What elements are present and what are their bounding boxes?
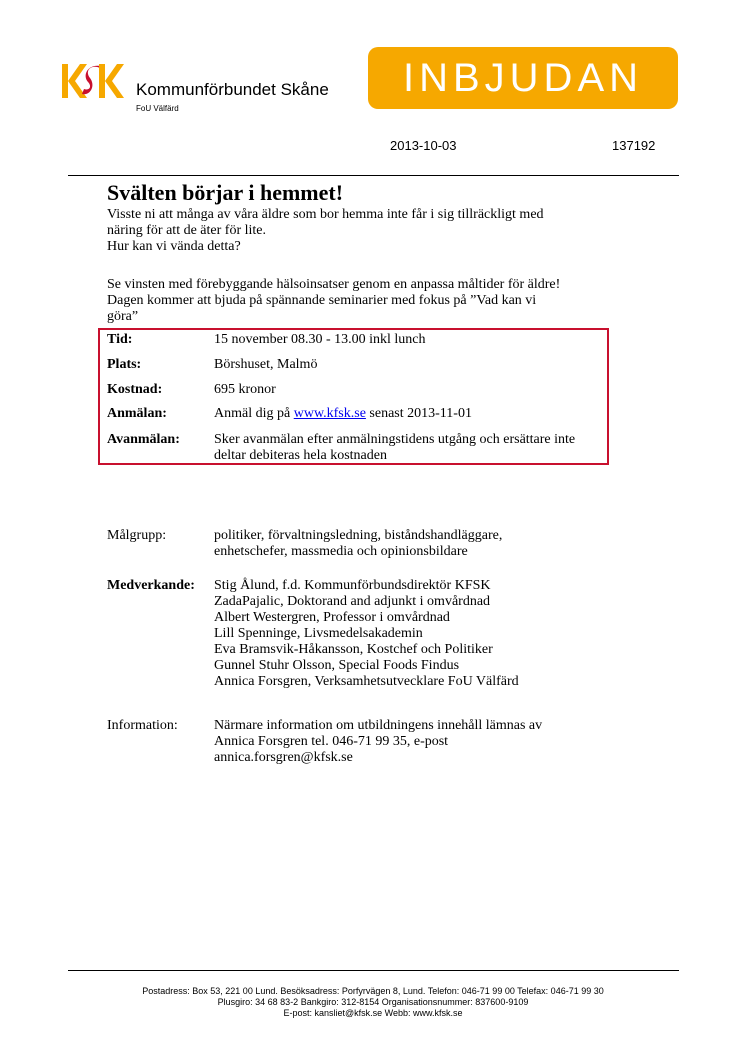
section-label: Information: [107,718,178,733]
malgrupp-line: politiker, förvaltningsledning, biståndshandläggare, [214,528,503,543]
malgrupp-line: enhetschefer, massmedia och opinionsbildare [214,544,468,559]
avanmalan-line: deltar debiteras hela kostnaden [214,448,387,463]
participant-item: ZadaPajalic, Doktorand and adjunkt i omvårdnad [214,594,491,609]
kfsk-logo [62,62,124,100]
detail-label: Tid: [107,332,133,347]
intro-line: Hur kan vi vända detta? [107,239,241,254]
footer-address: Postadress: Box 53, 221 00 Lund. Besöksadress: Porfyrvägen 8, Lund. Telefon: 046-71 99 00 Telefax: 046-71 99 30 [142,986,604,996]
section-value [214,528,614,560]
participant-item: Gunnel Stuhr Olsson, Special Foods Findus [214,658,460,673]
participant-item: Stig Ålund, f.d. Kommunförbundsdirektör KFSK [214,578,491,593]
footer [60,986,686,1019]
participant-item: Eva Bramsvik-Håkansson, Kostchef och Politiker [214,642,493,657]
intro-line: göra” [107,309,139,324]
header-divider [68,175,679,176]
document-reference: 137192 [612,138,656,153]
information-line: Närmare information om utbildningens innehåll lämnas av [214,718,543,733]
intro-line: Dagen kommer att bjuda på spännande seminarier med fokus på ”Vad kan vi [107,293,537,308]
avanmalan-line: Sker avanmälan efter anmälningstidens utgång och ersättare inte [214,432,576,447]
anmalan-post-text: senast 2013-11-01 [365,406,472,421]
detail-value [214,406,614,422]
intro-line: näring för att de äter för lite. [107,223,266,238]
participant-item: Lill Spenninge, Livsmedelsakademin [214,626,423,641]
detail-value: Börshuset, Malmö [214,357,318,372]
footer-divider [68,970,679,971]
section-label: Medverkande: [107,578,195,593]
detail-label: Avanmälan: [107,432,180,447]
intro-paragraph-2 [107,277,627,325]
document-date: 2013-10-03 [390,138,457,153]
participants-list [214,578,614,690]
page-title: Svälten börjar i hemmet! [107,180,344,205]
detail-label: Kostnad: [107,382,163,397]
detail-value [214,432,614,464]
intro-line: Se vinsten med förebyggande hälsoinsatser genom en anpassa måltider för äldre! [107,277,561,292]
footer-bank-info: Plusgiro: 34 68 83-2 Bankgiro: 312-8154 Organisationsnummer: 837600-9109 [217,997,529,1007]
footer-contact: E-post: kansliet@kfsk.se Webb: www.kfsk.se [283,1008,463,1018]
detail-value: 15 november 08.30 - 13.00 inkl lunch [214,332,426,347]
kfsk-website-link[interactable]: www.kfsk.se [293,406,366,421]
information-line: Annica Forsgren tel. 046-71 99 35, e-post [214,734,449,749]
invitation-banner: INBJUDAN [368,47,678,109]
section-label: Målgrupp: [107,528,167,543]
participant-item: Albert Westergren, Professor i omvårdnad [214,610,450,625]
organization-name: Kommunförbundet Skåne [136,80,329,99]
kfsk-logo-mark [62,62,124,100]
information-email: annica.forsgren@kfsk.se [214,750,353,765]
organization-subunit: FoU Välfärd [136,104,179,113]
detail-label: Anmälan: [107,406,167,421]
anmalan-pre-text: Anmäl dig på [214,406,294,421]
intro-paragraph-1 [107,207,627,255]
participant-item: Annica Forsgren, Verksamhetsutvecklare FoU Välfärd [214,674,519,689]
detail-value: 695 kronor [214,382,276,397]
section-value [214,718,614,766]
intro-line: Visste ni att många av våra äldre som bor hemma inte får i sig tillräckligt med [107,207,544,222]
detail-label: Plats: [107,357,142,372]
